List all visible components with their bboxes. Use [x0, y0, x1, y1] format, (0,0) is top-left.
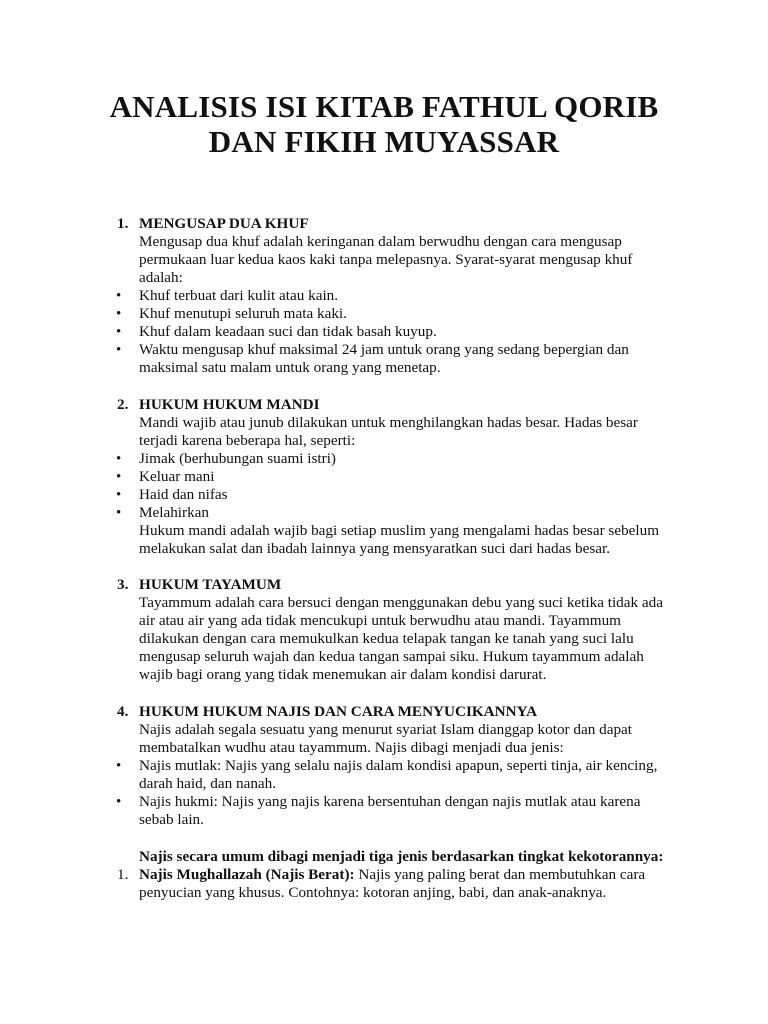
bullet-item-continuation: sebab lain.: [139, 811, 204, 828]
list-item-text: Najis yang paling berat dan membutuhkan cara: [354, 866, 646, 883]
bullet-dot: •: [116, 758, 122, 774]
document-title-line-2: DAN FIKIH MUYASSAR: [208, 124, 560, 159]
bullet-item: Keluar mani: [139, 468, 215, 485]
section-heading: HUKUM TAYAMUM: [139, 576, 282, 593]
section-number: 2.: [117, 396, 129, 413]
paragraph-line: Tayammum adalah cara bersuci dengan menggunakan debu yang suci ketika tidak ada: [139, 594, 663, 611]
paragraph-line: wajib bagi orang yang tidak menemukan air dalam kondisi darurat.: [139, 666, 547, 683]
bullet-dot: •: [116, 288, 122, 304]
subheading-najis-types: Najis secara umum dibagi menjadi tiga jenis berdasarkan tingkat kekotorannya:: [139, 848, 664, 865]
bullet-item: Jimak (berhubungan suami istri): [139, 450, 336, 467]
list-item: [139, 866, 645, 884]
paragraph-line: Mandi wajib atau junub dilakukan untuk menghilangkan hadas besar. Hadas besar: [139, 414, 638, 431]
paragraph-line: mengusap seluruh wajah dan kedua tangan sampai siku. Hukum tayammum adalah: [139, 648, 644, 665]
section-heading: MENGUSAP DUA KHUF: [139, 215, 309, 232]
bullet-item: Khuf dalam keadaan suci dan tidak basah kuyup.: [139, 323, 437, 340]
paragraph-line: dilakukan dengan cara memukulkan kedua telapak tangan ke tanah yang suci lalu: [139, 630, 634, 647]
section-heading: HUKUM HUKUM MANDI: [139, 396, 320, 413]
paragraph-line: Mengusap dua khuf adalah keringanan dalam berwudhu dengan cara mengusap: [139, 233, 622, 250]
paragraph-line: adalah:: [139, 269, 183, 286]
bullet-dot: •: [116, 505, 122, 521]
bullet-dot: •: [116, 342, 122, 358]
paragraph-line: terjadi karena beberapa hal, seperti:: [139, 432, 356, 449]
bullet-item: Najis hukmi: Najis yang najis karena bersentuhan dengan najis mutlak atau karena: [139, 793, 641, 810]
section-number: 4.: [117, 703, 129, 720]
bullet-dot: •: [116, 469, 122, 485]
list-item-continuation: penyucian yang khusus. Contohnya: kotoran anjing, babi, dan anak-anaknya.: [139, 884, 607, 901]
section-number: 1.: [117, 215, 129, 232]
bullet-item: Haid dan nifas: [139, 486, 228, 503]
paragraph-line: Hukum mandi adalah wajib bagi setiap muslim yang mengalami hadas besar sebelum: [139, 522, 660, 539]
paragraph-line: air atau air yang ada tidak mencukupi untuk berwudhu atau mandi. Tayammum: [139, 612, 621, 629]
bullet-item-continuation: darah haid, dan nanah.: [139, 775, 277, 792]
bullet-dot: •: [116, 324, 122, 340]
bullet-item: Khuf terbuat dari kulit atau kain.: [139, 287, 339, 304]
bullet-item: Waktu mengusap khuf maksimal 24 jam untuk orang yang sedang bepergian dan: [139, 341, 629, 358]
bullet-dot: •: [116, 451, 122, 467]
list-item-term: Najis Mughallazah (Najis Berat):: [139, 866, 355, 883]
section-number: 3.: [117, 576, 129, 593]
paragraph-line: Najis adalah segala sesuatu yang menurut syariat Islam dianggap kotor dan dapat: [139, 721, 633, 738]
section-heading: HUKUM HUKUM NAJIS DAN CARA MENYUCIKANNYA: [139, 703, 538, 720]
bullet-dot: •: [116, 306, 122, 322]
bullet-item-continuation: maksimal satu malam untuk orang yang menetap.: [139, 359, 441, 376]
paragraph-line: permukaan luar kedua kaos kaki tanpa melepasnya. Syarat-syarat mengusap khuf: [139, 251, 633, 268]
bullet-item: Najis mutlak: Najis yang selalu najis dalam kondisi apapun, seperti tinja, air kencing,: [139, 757, 658, 774]
paragraph-line: melakukan salat dan ibadah lainnya yang mensyaratkan suci dari hadas besar.: [139, 540, 611, 557]
bullet-dot: •: [116, 487, 122, 503]
list-number: 1.: [117, 866, 129, 883]
bullet-item: Melahirkan: [139, 504, 210, 521]
paragraph-line: membatalkan wudhu atau tayammum. Najis dibagi menjadi dua jenis:: [139, 739, 564, 756]
document-title-line-1: ANALISIS ISI KITAB FATHUL QORIB: [109, 89, 659, 124]
bullet-item: Khuf menutupi seluruh mata kaki.: [139, 305, 347, 322]
bullet-dot: •: [116, 794, 122, 810]
